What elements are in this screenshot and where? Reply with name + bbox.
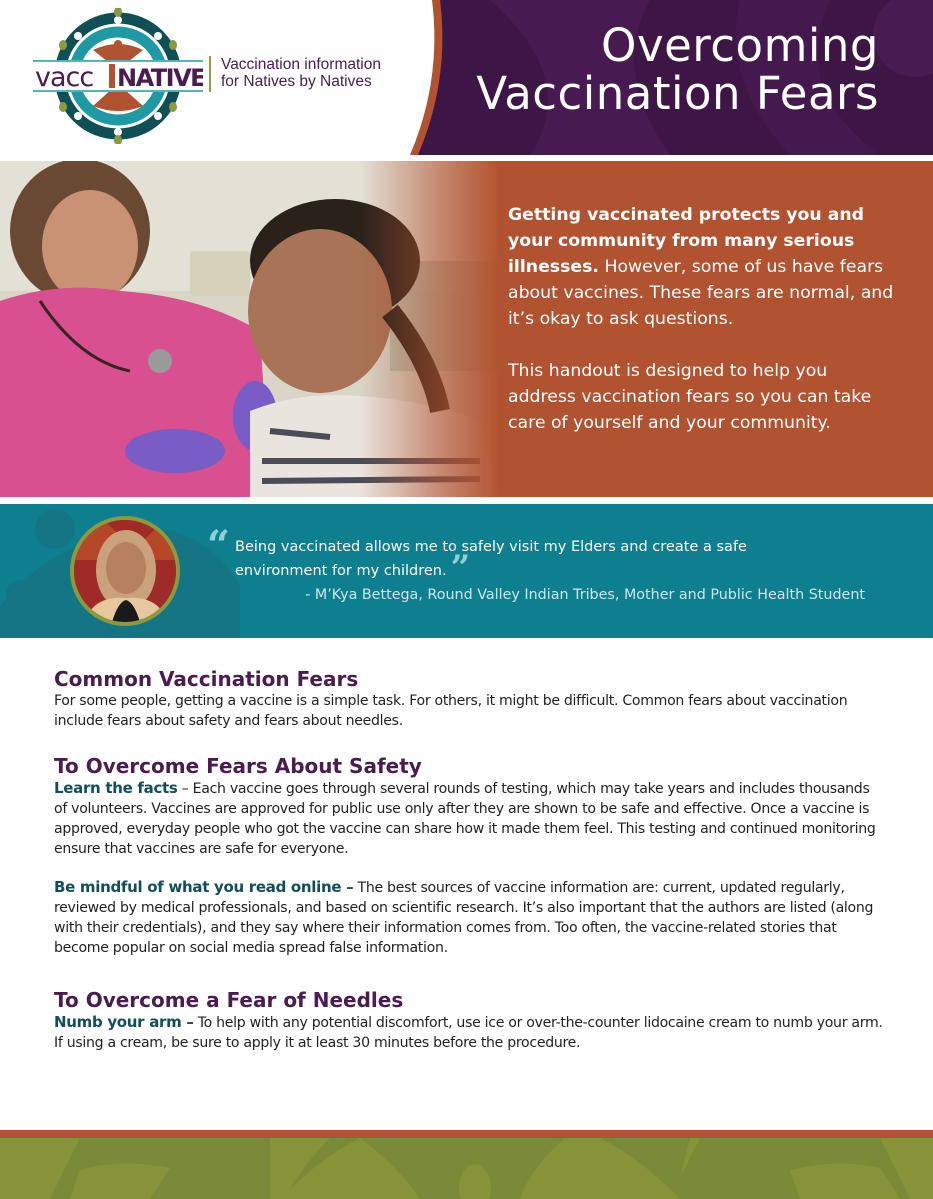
hero-paragraph-2: This handout is designed to help you address vaccination fears so you can take care of yourself and your community. (508, 361, 872, 433)
logo-divider (209, 56, 211, 92)
footer-band (0, 1138, 933, 1199)
section-common-fears (54, 667, 884, 731)
title-panel (410, 0, 933, 155)
testimonial-quote (235, 535, 835, 588)
quote-text: Being vaccinated allows me to safely visit my Elders and create a safe environment for my children. (235, 539, 747, 579)
testimonial-band (0, 504, 933, 638)
svg-text:NATIVE: NATIVE (117, 64, 203, 92)
person-portrait-icon (74, 520, 176, 622)
testimonial-attribution: - M’Kya Bettega, Round Valley Indian Tribes, Mother and Public Health Student (305, 587, 865, 603)
close-quote-icon: ” (450, 548, 471, 588)
heading-common-fears: Common Vaccination Fears (54, 667, 359, 691)
tagline-line-1: Vaccination information (221, 56, 381, 73)
hero-photo (0, 161, 500, 497)
learn-facts-label: Learn the facts (54, 779, 178, 797)
section-online-info (54, 877, 884, 958)
hero-intro-text: However, some of us have fears about vaccines. These fears are normal, and it’s okay to ask questions. (508, 257, 894, 329)
heading-needle-fears: To Overcome a Fear of Needles (54, 988, 404, 1012)
vaccinative-logo (33, 8, 203, 144)
numb-arm-paragraph (54, 1012, 884, 1053)
logo-emblem-icon (33, 8, 203, 144)
numb-arm-label: Numb your arm – (54, 1013, 194, 1031)
online-info-label: Be mindful of what you read online – (54, 878, 354, 896)
numb-arm-body: To help with any potential discomfort, use ice or over-the-counter lidocaine cream to numb your arm. If using a cream, be sure to apply it at least 30 minutes before the procedure. (54, 1015, 883, 1051)
testimonial-avatar (70, 516, 180, 626)
learn-facts-paragraph (54, 778, 884, 859)
hero-section (0, 161, 933, 497)
section-safety-fears (54, 754, 884, 859)
hero-lead: Getting vaccinated protects you and your community from many serious illnesses. (508, 205, 865, 277)
hero-intro (508, 202, 898, 436)
page-title (476, 19, 879, 120)
online-info-body: The best sources of vaccine information are: current, updated regularly, reviewed by medical professionals, and based on scientific research. It’s also important that the authors are listed (along with their credentials), and they say where their information comes from. Too often, the vaccine-related stories that become popular on social media spread false information. (54, 880, 874, 956)
svg-text:vacc: vacc (35, 62, 94, 93)
section-needle-fears (54, 988, 884, 1053)
page-title-line-2: Vaccination Fears (476, 67, 879, 120)
page-title-line-1: Overcoming (601, 19, 879, 72)
common-fears-body: For some people, getting a vaccine is a simple task. For others, it might be difficult. Common fears about vaccination include fears about safety and fears about needles. (54, 693, 848, 729)
hero-paragraph-1 (508, 202, 898, 332)
learn-facts-body: – Each vaccine goes through several rounds of testing, which may take years and includes thousands of volunteers. Vaccines are approved for public use only after they are shown to be safe and effective. Once a vaccine is approved, everyday people who got the vaccine can share how it made them feel. This testing and continued monitoring ensure that vaccines are safe for everyone. (54, 781, 876, 857)
hero-photo-gradient (360, 161, 500, 497)
online-info-paragraph (54, 877, 884, 958)
header (0, 0, 933, 155)
footer-divider (0, 1130, 933, 1138)
footer-pattern-icon (0, 1138, 933, 1199)
heading-safety-fears: To Overcome Fears About Safety (54, 754, 422, 778)
tagline-line-2: for Natives by Natives (221, 73, 372, 90)
tagline (221, 56, 381, 90)
open-quote-icon: “ (207, 522, 231, 569)
